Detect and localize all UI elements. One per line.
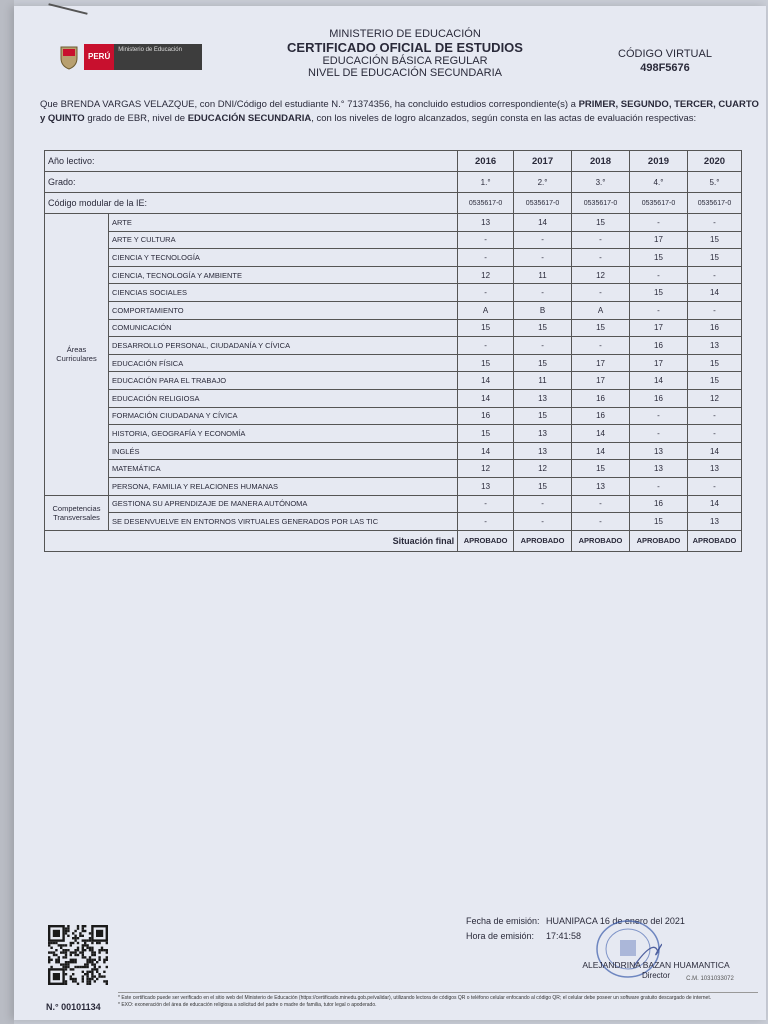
grade-value: 14 (687, 442, 741, 460)
grade-value: 14 (687, 495, 741, 513)
grade-value: - (514, 495, 572, 513)
table-row (45, 266, 742, 284)
table-row (45, 477, 742, 495)
table-row (45, 372, 742, 390)
grade-value: - (687, 214, 741, 232)
grade-value: 12 (514, 460, 572, 478)
modular-code-cell: 0535617-0 (572, 193, 630, 214)
modular-code-cell: 0535617-0 (514, 193, 572, 214)
grade-value: - (572, 284, 630, 302)
grade-value: - (630, 407, 688, 425)
grade-value: - (630, 301, 688, 319)
grade-value: 15 (687, 231, 741, 249)
grade-value: 15 (514, 354, 572, 372)
grades-table (44, 150, 742, 552)
competency-name: GESTIONA SU APRENDIZAJE DE MANERA AUTÓNOMA (108, 495, 457, 513)
year-cell: 2020 (687, 151, 741, 172)
page-edge (0, 0, 14, 1024)
grade-row (45, 172, 742, 193)
area-name: MATEMÁTICA (108, 460, 457, 478)
grade-value: 11 (514, 372, 572, 390)
director-role: Director (641, 971, 670, 980)
grade-value: - (458, 495, 514, 513)
director-cm: C.M. 1031033072 (686, 976, 734, 982)
grade-value: 17 (572, 354, 630, 372)
code-label: Código modular de la IE: (45, 193, 458, 214)
emission-date-value: HUANIPACA 16 de enero del 2021 (546, 916, 685, 926)
grade-value: 14 (630, 372, 688, 390)
grade-value: 14 (458, 372, 514, 390)
grade-value: 12 (687, 389, 741, 407)
grade-value: - (458, 284, 514, 302)
virtual-code-value: 498F5676 (640, 62, 690, 74)
final-status-label: Situación final (45, 530, 458, 551)
area-name: HISTORIA, GEOGRAFÍA Y ECONOMÍA (108, 425, 457, 443)
grade-value: 12 (572, 266, 630, 284)
logo-peru: PERÚ (84, 44, 114, 70)
grade-value: - (514, 337, 572, 355)
grade-value: 15 (458, 354, 514, 372)
grade-value: 15 (572, 214, 630, 232)
grade-value: 15 (687, 372, 741, 390)
director-name: ALEJANDRINA BAZAN HUAMANTICA (582, 960, 730, 970)
grade-value: - (572, 513, 630, 531)
grade-value: 15 (630, 513, 688, 531)
intro-text-2: grado de EBR, nivel de (84, 113, 188, 124)
grade-label: Grado: (45, 172, 458, 193)
grade-value: - (630, 425, 688, 443)
grade-value: 15 (687, 354, 741, 372)
grade-value: B (514, 301, 572, 319)
grade-value: 15 (514, 319, 572, 337)
final-status-cell: APROBADO (458, 530, 514, 551)
grade-value: 16 (687, 319, 741, 337)
area-name: CIENCIA Y TECNOLOGÍA (108, 249, 457, 267)
grade-cell: 1.° (458, 172, 514, 193)
qr-code (48, 925, 108, 985)
year-label: Año lectivo: (45, 151, 458, 172)
emission-time-label: Hora de emisión: (466, 931, 535, 941)
grade-value: 13 (572, 477, 630, 495)
grade-value: 14 (572, 442, 630, 460)
table-row (45, 513, 742, 531)
year-row (45, 151, 742, 172)
grade-value: - (572, 249, 630, 267)
table-row (45, 407, 742, 425)
grade-value: - (630, 477, 688, 495)
grade-value: 14 (687, 284, 741, 302)
table-row (45, 354, 742, 372)
area-name: EDUCACIÓN PARA EL TRABAJO (108, 372, 457, 390)
grade-value: 13 (687, 460, 741, 478)
grade-value: - (458, 513, 514, 531)
grade-value: 16 (572, 389, 630, 407)
footnote-1: * Este certificado puede ser verificado en el sitio web del Ministerio de Educación (https://certificado.minedu.gob.pe/validar), utilizando lectora de códigos QR o teléfono celular enfocando al código QR; el celular debe poseer un software gratuito descargado de internet. (118, 995, 712, 1001)
document-header (280, 28, 530, 79)
grade-value: - (687, 477, 741, 495)
ministry-name: MINISTERIO DE EDUCACIÓN (329, 28, 481, 40)
modular-code-cell: 0535617-0 (687, 193, 741, 214)
area-name: FORMACIÓN CIUDADANA Y CÍVICA (108, 407, 457, 425)
grade-cell: 2.° (514, 172, 572, 193)
grade-value: 15 (458, 425, 514, 443)
grade-value: 13 (458, 477, 514, 495)
grade-value: - (572, 495, 630, 513)
grade-value: 14 (572, 425, 630, 443)
grade-value: - (687, 425, 741, 443)
year-cell: 2017 (514, 151, 572, 172)
grade-value: 17 (630, 319, 688, 337)
final-status-cell: APROBADO (514, 530, 572, 551)
grade-value: 17 (630, 231, 688, 249)
serial-number: N.° 00101134 (46, 1002, 101, 1012)
table-row (45, 460, 742, 478)
final-status-cell: APROBADO (572, 530, 630, 551)
code-row (45, 193, 742, 214)
ministry-logo (58, 41, 218, 73)
footnote-2: * EXO: exoneración del área de educación religiosa a solicitud del padre o madre de familia, tutor legal o apoderado. (118, 1002, 377, 1008)
grade-value: 16 (458, 407, 514, 425)
grade-value: 15 (630, 249, 688, 267)
grade-value: 14 (514, 214, 572, 232)
grade-value: - (514, 231, 572, 249)
table-row (45, 301, 742, 319)
grade-value: 15 (687, 249, 741, 267)
intro-bold-level: EDUCACIÓN SECUNDARIA (187, 113, 312, 124)
intro-bold-grades: PRIMER, SEGUNDO, TERCER, CUARTO y QUINTO (40, 99, 759, 124)
table-row (45, 442, 742, 460)
grade-value: 13 (630, 442, 688, 460)
area-name: EDUCACIÓN FÍSICA (108, 354, 457, 372)
area-name: COMUNICACIÓN (108, 319, 457, 337)
grade-value: - (687, 266, 741, 284)
coat-of-arms-icon (58, 44, 80, 70)
grade-value: - (572, 337, 630, 355)
grade-value: 16 (630, 389, 688, 407)
group-curricular: Áreas Curriculares (45, 214, 109, 496)
grade-value: 15 (630, 284, 688, 302)
emission-time-value: 17:41:58 (546, 931, 582, 941)
year-cell: 2019 (630, 151, 688, 172)
grade-value: - (514, 249, 572, 267)
table-row (45, 249, 742, 267)
table-row (45, 389, 742, 407)
grade-value: - (572, 231, 630, 249)
modular-code-cell: 0535617-0 (630, 193, 688, 214)
grade-value: - (514, 284, 572, 302)
document-subtitle: EDUCACIÓN BÁSICA REGULAR (322, 55, 488, 67)
final-row (45, 530, 742, 551)
year-cell: 2016 (458, 151, 514, 172)
grade-value: 13 (514, 425, 572, 443)
grade-value: 15 (572, 319, 630, 337)
grade-value: 17 (572, 372, 630, 390)
grade-value: 13 (687, 513, 741, 531)
grade-value: 13 (514, 442, 572, 460)
area-name: COMPORTAMIENTO (108, 301, 457, 319)
intro-paragraph (40, 98, 760, 126)
grade-value: 16 (630, 495, 688, 513)
competency-name: SE DESENVUELVE EN ENTORNOS VIRTUALES GENERADOS POR LAS TIC (108, 513, 457, 531)
intro-text-1: Que BRENDA VARGAS VELAZQUE, con DNI/Código del estudiante N.° 71374356, ha concluido estudios correspondiente(s) a (40, 99, 579, 110)
area-name: CIENCIA, TECNOLOGÍA Y AMBIENTE (108, 266, 457, 284)
grade-value: 15 (458, 319, 514, 337)
grade-value: - (687, 301, 741, 319)
final-status-cell: APROBADO (630, 530, 688, 551)
group-transversal: Competencias Transversales (45, 495, 109, 530)
grade-value: 12 (458, 460, 514, 478)
grade-value: - (630, 214, 688, 232)
table-row (45, 284, 742, 302)
grade-value: - (458, 231, 514, 249)
grade-value: 14 (458, 389, 514, 407)
grade-value: - (514, 513, 572, 531)
grade-value: - (458, 249, 514, 267)
year-cell: 2018 (572, 151, 630, 172)
grade-value: 15 (572, 460, 630, 478)
grade-value: 17 (630, 354, 688, 372)
grade-value: A (458, 301, 514, 319)
grade-value: 11 (514, 266, 572, 284)
grade-value: 15 (514, 477, 572, 495)
table-row (45, 495, 742, 513)
virtual-code-label: CÓDIGO VIRTUAL (618, 48, 712, 60)
virtual-code (610, 48, 720, 74)
modular-code-cell: 0535617-0 (458, 193, 514, 214)
grade-value: 15 (514, 407, 572, 425)
logo-ministry: Ministerio de Educación (114, 44, 202, 70)
education-level: NIVEL DE EDUCACIÓN SECUNDARIA (308, 67, 502, 79)
grade-cell: 4.° (630, 172, 688, 193)
grade-value: - (687, 407, 741, 425)
area-name: ARTE (108, 214, 457, 232)
grade-value: 13 (458, 214, 514, 232)
table-row (45, 231, 742, 249)
intro-text-3: , con los niveles de logro alcanzados, según consta en las actas de evaluación respectivas: (311, 113, 697, 124)
grade-value: 14 (458, 442, 514, 460)
area-name: ARTE Y CULTURA (108, 231, 457, 249)
grade-value: 13 (687, 337, 741, 355)
document-title: CERTIFICADO OFICIAL DE ESTUDIOS (287, 40, 523, 55)
area-name: CIENCIAS SOCIALES (108, 284, 457, 302)
grade-cell: 3.° (572, 172, 630, 193)
grade-value: 16 (572, 407, 630, 425)
grade-value: 16 (630, 337, 688, 355)
table-row (45, 319, 742, 337)
grade-value: 12 (458, 266, 514, 284)
grade-value: A (572, 301, 630, 319)
final-status-cell: APROBADO (687, 530, 741, 551)
emission-date-label: Fecha de emisión: (466, 916, 540, 926)
area-name: DESARROLLO PERSONAL, CIUDADANÍA Y CÍVICA (108, 337, 457, 355)
area-name: INGLÉS (108, 442, 457, 460)
area-name: EDUCACIÓN RELIGIOSA (108, 389, 457, 407)
footnotes (118, 992, 758, 1009)
grade-cell: 5.° (687, 172, 741, 193)
table-row (45, 337, 742, 355)
grade-value: - (630, 266, 688, 284)
grade-value: 13 (514, 389, 572, 407)
area-name: PERSONA, FAMILIA Y RELACIONES HUMANAS (108, 477, 457, 495)
table-row (45, 214, 742, 232)
grade-value: - (458, 337, 514, 355)
table-row (45, 425, 742, 443)
grade-value: 13 (630, 460, 688, 478)
